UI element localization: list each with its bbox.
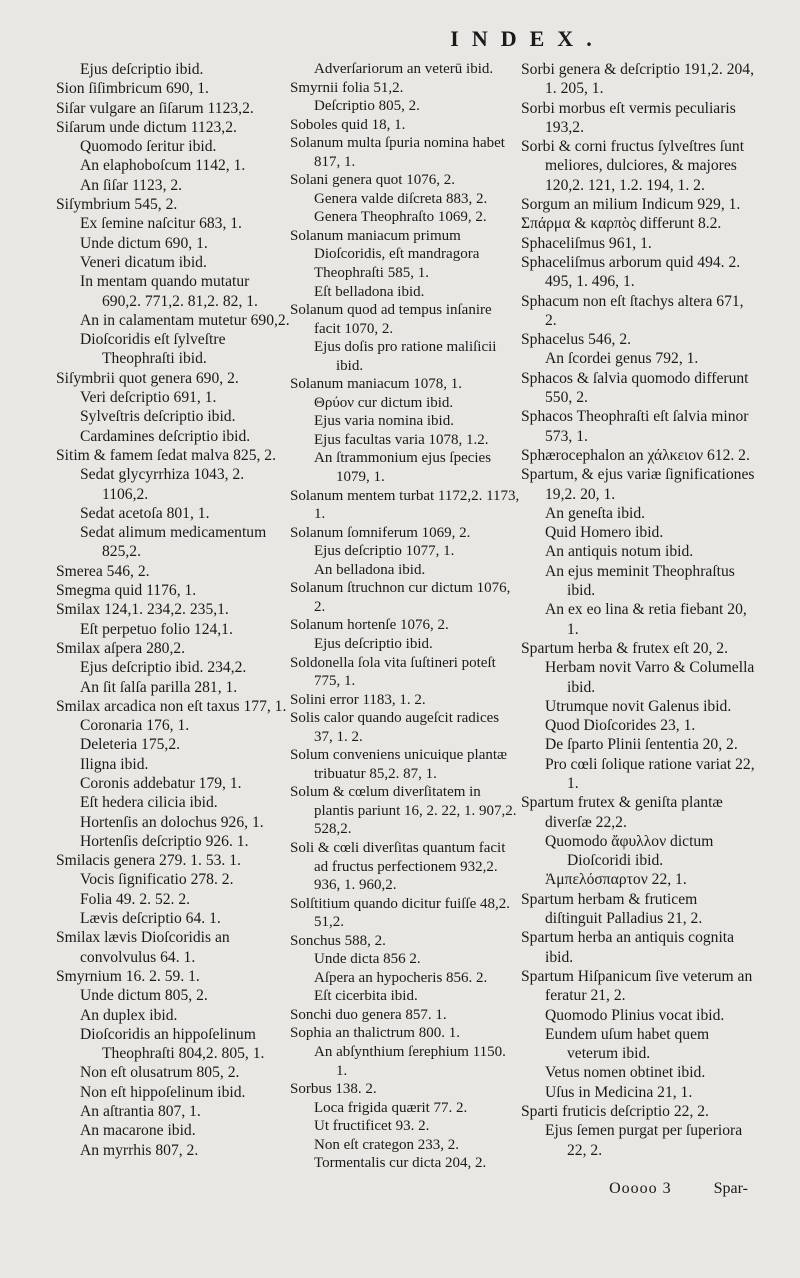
index-subentry: Ejus deſcriptio ibid. bbox=[314, 635, 433, 652]
index-entry: Solanum mentem turbat 1172,2. 1173, 1. bbox=[290, 487, 520, 523]
index-entry: Smilax 124,1. 234,2. 235,1. bbox=[56, 601, 229, 619]
index-entry: Solani genera quot 1076, 2. bbox=[290, 172, 455, 189]
index-entry: Sonchus 588, 2. bbox=[290, 932, 386, 949]
index-entry: Solanum ſomniferum 1069, 2. bbox=[290, 524, 471, 541]
index-subentry: Ejus doſis pro ratione maliſicii ibid. bbox=[314, 339, 497, 374]
index-subentry: Ejus varia nomina ibid. bbox=[314, 413, 454, 430]
index-entry: Siſar vulgare an ſiſarum 1123,2. bbox=[56, 99, 254, 117]
index-entry: Smilax aſpera 280,2. bbox=[56, 639, 186, 657]
index-entry: Solſtitium quando dicitur fuiſſe 48,2. 51,2. bbox=[290, 895, 510, 931]
index-entry: Smilax arcadica non eſt taxus 177, 1. bbox=[56, 697, 287, 715]
index-subentry: Ejus deſcriptio ibid. 234,2. bbox=[80, 659, 247, 677]
index-subentry: Veri deſcriptio 691, 1. bbox=[80, 389, 217, 407]
index-entry: Sphacelus 546, 2. bbox=[521, 331, 632, 349]
index-subentry: An myrrhis 807, 2. bbox=[80, 1141, 199, 1159]
index-subentry: Tormentalis cur dicta 204, 2. bbox=[314, 1155, 487, 1172]
index-column-3 bbox=[521, 60, 757, 1160]
index-subentry: An in calamentam mutetur 690,2. bbox=[80, 311, 290, 329]
index-subentry: Uſus in Medicina 21, 1. bbox=[545, 1083, 693, 1101]
index-subentry: Sedat glycyrrhiza 1043, 2. 1106,2. bbox=[80, 466, 245, 503]
index-subentry: Genera valde diſcreta 883, 2. bbox=[314, 190, 488, 207]
index-entry: Sorbi genera & deſcriptio 191,2. 204, 1. 205, 1. bbox=[521, 61, 754, 98]
index-subentry: In mentam quando mutatur 690,2. 771,2. 81,2. 82, 1. bbox=[80, 273, 258, 310]
index-subentry: Utrumque novit Galenus ibid. bbox=[545, 697, 732, 715]
index-entry: Spartum Hiſpanicum ſive veterum an feratur 21, 2. bbox=[521, 967, 753, 1005]
signature-mark: Ooooo 3 bbox=[609, 1180, 672, 1197]
index-entry: Spartum frutex & geniſta plantæ diverſæ 22,2. bbox=[521, 794, 723, 831]
index-subentry: Loca frigida quærit 77. 2. bbox=[314, 1099, 468, 1116]
index-subentry: Coronis addebatur 179, 1. bbox=[80, 774, 242, 792]
index-subentry: Eſt belladona ibid. bbox=[314, 283, 425, 300]
index-subentry: An duplex ibid. bbox=[80, 1006, 178, 1024]
index-subentry: Vocis ſignificatio 278. 2. bbox=[80, 871, 234, 889]
index-subentry: An abſynthium ſerephium 1150. 1. bbox=[314, 1043, 506, 1079]
index-entry: Solanum ſtruchnon cur dictum 1076, 2. bbox=[290, 580, 511, 615]
index-subentry: Hortenſis deſcriptio 926. 1. bbox=[80, 832, 249, 850]
index-subentry: Aſpera an hypocheris 856. 2. bbox=[314, 969, 488, 986]
index-entry: Spartum herba an antiquis cognita ibid. bbox=[521, 929, 735, 966]
index-subentry: Quomodo ἄφυλλον dictum Dioſcoridi ibid. bbox=[545, 832, 714, 870]
index-subentry: Unde dictum 805, 2. bbox=[80, 987, 208, 1005]
index-entry: Sorbi morbus eſt vermis peculiaris 193,2. bbox=[521, 99, 736, 136]
index-subentry: Lævis deſcriptio 64. 1. bbox=[80, 910, 221, 928]
index-entry: Soli & cœli diverſitas quantum facit ad fructus perfectionem 932,2. 936, 1. 960,2. bbox=[290, 839, 506, 894]
index-subentry: Quomodo ſeritur ibid. bbox=[80, 138, 217, 156]
index-entry: Smyrnii folia 51,2. bbox=[290, 79, 404, 96]
index-entry: Sorbus 138. 2. bbox=[290, 1081, 377, 1098]
index-subentry: An ex eo lina & retia fiebant 20, 1. bbox=[545, 601, 747, 638]
index-subentry: An ſit ſalſa parilla 281, 1. bbox=[80, 678, 238, 696]
index-subentry: An geneſta ibid. bbox=[545, 504, 646, 522]
index-subentry: Pro cœli ſolique ratione variat 22, 1. bbox=[545, 755, 755, 792]
page-footer bbox=[609, 1180, 748, 1198]
index-subentry: Ejus facultas varia 1078, 1.2. bbox=[314, 431, 489, 448]
index-entry: Sphaceliſmus 961, 1. bbox=[521, 234, 652, 252]
index-subentry: Unde dictum 690, 1. bbox=[80, 234, 208, 252]
index-subentry: Quod Dioſcorides 23, 1. bbox=[545, 717, 696, 735]
index-entry: Smegma quid 1176, 1. bbox=[56, 582, 197, 600]
index-subentry: Deſcriptio 805, 2. bbox=[314, 98, 420, 115]
index-subentry: Non eſt hippoſelinum ibid. bbox=[80, 1083, 246, 1101]
index-entry: Smilacis genera 279. 1. 53. 1. bbox=[56, 852, 241, 870]
index-subentry: Vetus nomen obtinet ibid. bbox=[545, 1064, 706, 1082]
index-entry: Solini error 1183, 1. 2. bbox=[290, 691, 426, 708]
index-entry: Sphacos & ſalvia quomodo differunt 550, 2. bbox=[521, 369, 749, 407]
index-entry: Σπάρμα & καρπὸς differunt 8.2. bbox=[521, 215, 722, 233]
index-subentry: Quomodo Plinius vocat ibid. bbox=[545, 1006, 725, 1024]
index-entry: Solum & cœlum diverſitatem in plantis pariunt 16, 2. 22, 1. 907,2. 528,2. bbox=[290, 784, 517, 838]
index-subentry: Eſt cicerbita ibid. bbox=[314, 988, 418, 1005]
index-entry: Solis calor quando augeſcit radices 37, 1. 2. bbox=[290, 710, 500, 745]
index-subentry: Ejus ſemen purgat per ſuperiora 22, 2. bbox=[545, 1122, 743, 1159]
index-subentry: Adverſariorum an veterū ibid. bbox=[314, 61, 494, 77]
index-subentry: Ἀμπελόσπαρτον 22, 1. bbox=[545, 871, 687, 889]
index-subentry: Non eſt olusatrum 805, 2. bbox=[80, 1064, 240, 1082]
index-entry: Spartum herba & frutex eſt 20, 2. bbox=[521, 639, 728, 657]
index-subentry: Folia 49. 2. 52. 2. bbox=[80, 890, 191, 908]
index-subentry: Iligna ibid. bbox=[80, 755, 149, 773]
index-subentry: Ejus deſcriptio 1077, 1. bbox=[314, 543, 455, 560]
index-subentry: An antiquis notum ibid. bbox=[545, 543, 694, 561]
index-subentry: Sylveſtris deſcriptio ibid. bbox=[80, 408, 236, 426]
index-entry: Sorbi & corni fructus ſylveſtres ſunt meliores, dulciores, & majores 120,2. 121, 1.2. 194, 1. 2. bbox=[521, 138, 745, 194]
catchword: Spar- bbox=[713, 1180, 748, 1197]
index-subentry: Herbam novit Varro & Columella ibid. bbox=[545, 659, 755, 696]
index-subentry: Dioſcoridis an hippoſelinum Theophraſti 804,2. 805, 1. bbox=[80, 1025, 265, 1063]
index-entry: Solum conveniens unicuique plantæ tribuatur 85,2. 87, 1. bbox=[290, 747, 508, 782]
index-subentry: Veneri dicatum ibid. bbox=[80, 253, 207, 271]
index-subentry: Coronaria 176, 1. bbox=[80, 717, 190, 735]
index-subentry: An macarone ibid. bbox=[80, 1122, 196, 1140]
index-subentry: Sedat alimum medicamentum 825,2. bbox=[80, 524, 267, 561]
index-entry: Solanum quod ad tempus inſanire facit 1070, 2. bbox=[290, 302, 492, 337]
index-entry: Sphaceliſmus arborum quid 494. 2. 495, 1. 496, 1. bbox=[521, 253, 741, 291]
index-entry: Sophia an thalictrum 800. 1. bbox=[290, 1025, 460, 1042]
index-subentry: Ut fructificet 93. 2. bbox=[314, 1118, 430, 1135]
index-entry: Solanum hortenſe 1076, 2. bbox=[290, 617, 449, 634]
index-subentry: Cardamines deſcriptio ibid. bbox=[80, 427, 251, 445]
index-entry: Sphacos Theophraſti eſt ſalvia minor 573, 1. bbox=[521, 408, 749, 445]
index-entry: Spartum, & ejus variæ ſignificationes 19,2. 20, 1. bbox=[521, 466, 755, 503]
index-column-2 bbox=[290, 60, 520, 1173]
index-subentry: An aſtrantia 807, 1. bbox=[80, 1103, 201, 1121]
index-subentry: Non eſt crategon 233, 2. bbox=[314, 1136, 459, 1153]
index-subentry: An ſcordei genus 792, 1. bbox=[545, 350, 699, 368]
index-entry: Spartum herbam & fruticem diſtinguit Palladius 21, 2. bbox=[521, 890, 703, 928]
index-entry: Soldonella ſola vita ſuſtineri poteſt 775, 1. bbox=[290, 654, 496, 690]
index-entry: Siſarum unde dictum 1123,2. bbox=[56, 118, 237, 136]
index-entry: Solanum multa ſpuria nomina habet 817, 1. bbox=[290, 135, 505, 170]
index-entry: Siſymbrii quot genera 690, 2. bbox=[56, 369, 239, 387]
index-entry: Smyrnium 16. 2. 59. 1. bbox=[56, 967, 200, 985]
index-subentry: Θρύον cur dictum ibid. bbox=[314, 394, 454, 411]
index-entry: Soboles quid 18, 1. bbox=[290, 116, 406, 133]
index-subentry: Deleteria 175,2. bbox=[80, 736, 181, 754]
index-subentry: Dioſcoridis eſt ſylveſtre Theophraſti ibid. bbox=[80, 331, 226, 368]
index-subentry: An ſiſar 1123, 2. bbox=[80, 176, 183, 194]
index-subentry: An ejus meminit Theophraſtus ibid. bbox=[545, 562, 735, 600]
index-subentry: Eundem uſum habet quem veterum ibid. bbox=[545, 1025, 710, 1063]
index-subentry: De ſparto Plinii ſententia 20, 2. bbox=[545, 736, 738, 754]
index-entry: Sphærocephalon an χάλκειον 612. 2. bbox=[521, 446, 750, 464]
index-entry: Siſymbrium 545, 2. bbox=[56, 196, 178, 214]
index-subentry: Unde dicta 856 2. bbox=[314, 951, 421, 968]
index-subentry: Sedat acetoſa 801, 1. bbox=[80, 504, 210, 522]
index-entry: Sitim & famem ſedat malva 825, 2. bbox=[56, 446, 277, 464]
index-entry: Sion ſiſimbricum 690, 1. bbox=[56, 80, 209, 98]
index-subentry: Quid Homero ibid. bbox=[545, 524, 664, 542]
index-subentry: Eſt hedera cilicia ibid. bbox=[80, 794, 218, 812]
index-entry: Smerea 546, 2. bbox=[56, 562, 150, 580]
index-entry: Smilax lævis Dioſcoridis an convolvulus 64. 1. bbox=[56, 929, 230, 966]
index-subentry: An belladona ibid. bbox=[314, 561, 426, 578]
index-column-1 bbox=[56, 60, 292, 1160]
index-subentry: An elaphoboſcum 1142, 1. bbox=[80, 157, 246, 175]
index-entry: Sorgum an milium Indicum 929, 1. bbox=[521, 196, 741, 214]
page-title: INDEX. bbox=[450, 26, 605, 51]
index-entry: Solanum maniacum 1078, 1. bbox=[290, 376, 463, 393]
index-subentry: Ex ſemine naſcitur 683, 1. bbox=[80, 215, 242, 233]
index-entry: Sonchi duo genera 857. 1. bbox=[290, 1006, 447, 1023]
index-subentry: Genera Theophraſto 1069, 2. bbox=[314, 209, 487, 226]
index-entry: Sparti fruticis deſcriptio 22, 2. bbox=[521, 1103, 709, 1121]
index-subentry: Ejus deſcriptio ibid. bbox=[80, 61, 204, 78]
index-entry: Sphacum non eſt ſtachys altera 671, 2. bbox=[521, 292, 744, 329]
index-subentry: Eſt perpetuo folio 124,1. bbox=[80, 620, 233, 638]
index-entry: Solanum maniacum primum Dioſcoridis, eſt mandragora Theophraſti 585, 1. bbox=[290, 227, 480, 282]
index-subentry: An ſtrammonium ejus ſpecies 1079, 1. bbox=[314, 450, 492, 486]
index-subentry: Hortenſis an dolochus 926, 1. bbox=[80, 813, 264, 831]
